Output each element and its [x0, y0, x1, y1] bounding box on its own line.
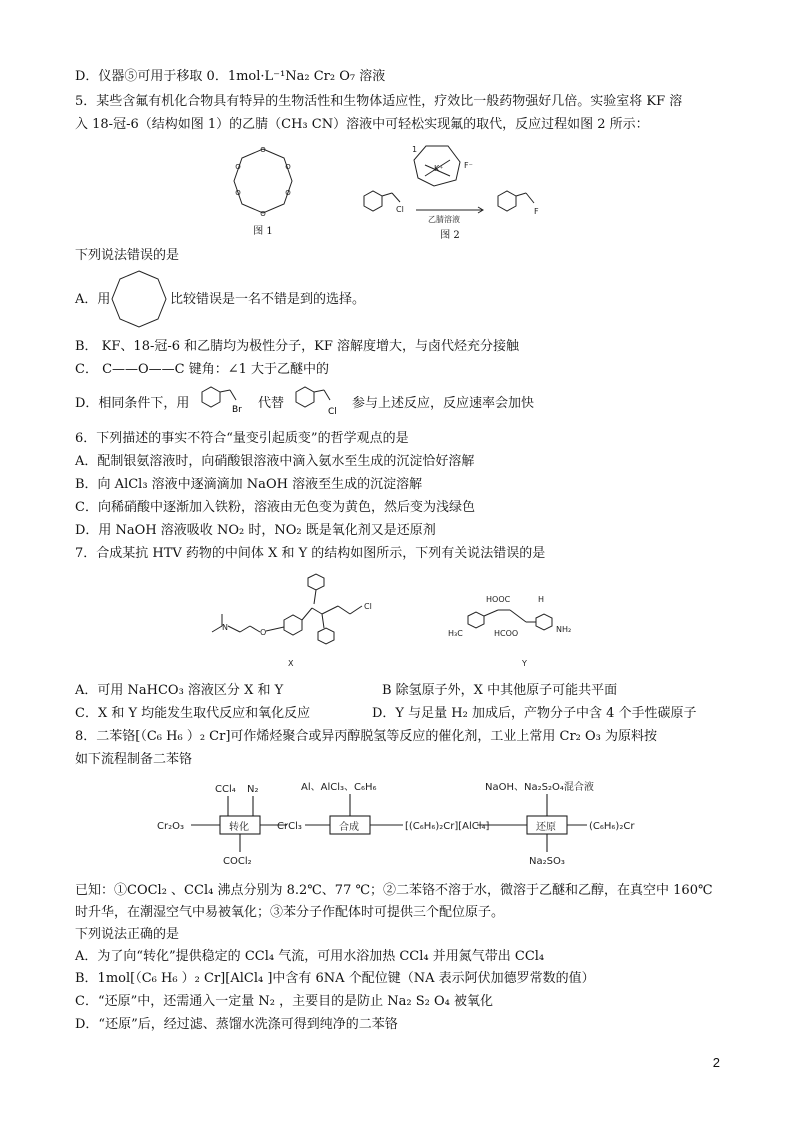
y-nh2: NH₂ [556, 625, 572, 634]
line-q7-option-b: B 除氢原子外，X 中其他原子可能共平面 [382, 683, 618, 698]
line-q8-option-a: A．为了向“转化”提供稳定的 CCl₄ 气流，可用水浴加热 CCl₄ 并用氮气带出 CCl₄ [75, 949, 545, 964]
flow-out-3: Na₂SO₃ [529, 856, 565, 867]
line-q8-stem-1: 8．二苯铬[（C₆ H₆ ）₂ Cr]可作烯烃聚合或异丙醇脱氢等反应的催化剂，工业上常用 Cr₂ O₃ 为原料按 [75, 729, 658, 744]
line-q6-option-d: D．用 NaOH 溶液吸收 NO₂ 时，NO₂ 既是氧化剂又是还原剂 [75, 523, 436, 538]
line-known-1: 已知：①COCl₂ 、CCl₄ 沸点分别为 8.2℃、77 ℃；②二苯铬不溶于水，微溶于乙醚和乙醇，在真空中 160℃ [75, 883, 713, 898]
figure-1-caption: 图 1 [253, 226, 273, 237]
flow-out-1: COCl₂ [223, 856, 252, 867]
line-q4-option-d: D．仪器⑤可用于移取 0．1mol·L⁻¹Na₂ Cr₂ O₇ 溶液 [75, 69, 386, 84]
line-q5-option-a-text: 比较错误是一名不错是到的选择。 [170, 292, 366, 307]
flow-box-2: 合成 [339, 822, 359, 833]
y-h: H [538, 595, 545, 604]
x-caption: X [288, 659, 294, 668]
line-known-2: 时升华，在潮湿空气中易被氧化；③苯分子作配体时可提供三个配位原子。 [75, 905, 505, 920]
line-q7-option-a: A．可用 NaHCO₃ 溶液区分 X 和 Y [75, 683, 284, 698]
line-q5-option-a: A．用 [75, 292, 111, 307]
product-f: F [534, 207, 539, 216]
y-ch3: H₃C [448, 629, 463, 638]
flow-box-3: 还原 [536, 822, 556, 833]
flow-box-1: 转化 [229, 822, 249, 833]
line-q5-option-d-2: 代替 [258, 396, 285, 411]
flow-start: Cr₂O₃ [157, 821, 184, 832]
line-q8-option-c: C．“还原”中，还需通入一定量 N₂ ，主要目的是防止 Na₂ S₂ O₄ 被氧化 [75, 994, 493, 1009]
flow-in-1b: N₂ [247, 784, 259, 795]
crown-o-5: O [235, 189, 241, 197]
line-q7-option-d: D．Y 与足量 H₂ 加成后，产物分子中含 4 个手性碳原子 [372, 706, 697, 721]
flow-mid-2: [(C₆H₆)₂Cr][AlCl₄] [405, 821, 490, 832]
benzyl-bromide-icon [198, 384, 248, 418]
cl-label: Cl [328, 407, 337, 417]
figure-1-crown-ether [228, 145, 298, 220]
line-q8-stem-2: 如下流程制备二苯铬 [75, 752, 193, 767]
line-q8-option-b: B．1mol[（C₆ H₆ ）₂ Cr][AlCl₄ ]中含有 6NA 个配位键（NA 表示阿伏加德罗常数的值） [75, 971, 595, 986]
crown-o-3: O [285, 189, 291, 197]
line-q5-option-d-1: D．相同条件下，用 [75, 396, 190, 411]
line-q5-option-b: B． KF、18-冠-6 和乙腈均为极性分子，KF 溶解度增大，与卤代烃充分接触 [75, 339, 520, 354]
flow-mid-1: CrCl₃ [277, 821, 302, 832]
line-q7-stem: 7．合成某抗 HTV 药物的中间体 X 和 Y 的结构如图所示，下列有关说法错误的是 [75, 546, 546, 561]
y-cooh: HOOC [486, 595, 511, 604]
figure-2-reaction [348, 138, 568, 228]
figure-2-caption: 图 2 [440, 230, 460, 241]
reactant-cl: Cl [396, 205, 404, 214]
angle-1: 1 [412, 145, 418, 154]
flow-in-1a: CCl₄ [215, 784, 236, 795]
line-q6-stem: 6．下列描述的事实不符合“量变引起质变”的哲学观点的是 [75, 431, 409, 446]
crown-o-2: O [285, 163, 291, 171]
arrow-label: 乙腈溶液 [428, 215, 460, 224]
line-q5-stem-2: 入 18-冠-6（结构如图 1）的乙腈（CH₃ CN）溶液中可轻松实现氟的取代，反应过程如图 2 所示： [75, 117, 649, 132]
figure-7-compounds [200, 570, 620, 678]
line-q6-option-c: C．向稀硝酸中逐渐加入铁粉，溶液由无色变为黄色，然后变为浅绿色 [75, 500, 475, 515]
x-cl: Cl [364, 602, 372, 611]
x-o: O [260, 628, 267, 637]
k-ion: K⁺ [434, 164, 444, 173]
flow-in-3: NaOH、Na₂S₂O₄混合液 [485, 782, 594, 793]
line-q7-option-c: C．X 和 Y 均能发生取代反应和氧化反应 [75, 706, 311, 721]
br-label: Br [232, 405, 242, 415]
line-q6-option-a: A．配制银氨溶液时，向硝酸银溶液中滴入氨水至生成的沉淀恰好溶解 [75, 454, 475, 469]
page-number: 2 [712, 1055, 720, 1070]
flow-end: (C₆H₆)₂Cr [589, 821, 635, 832]
line-q5-option-d-3: 参与上述反应，反应速率会加快 [352, 396, 535, 411]
option-a-crown-icon [108, 268, 170, 330]
benzyl-chloride-icon [292, 384, 344, 418]
crown-o-4: O [260, 210, 266, 218]
crown-o-6: O [235, 163, 241, 171]
y-coo: HCOO [494, 629, 519, 638]
flow-diagram [155, 772, 635, 872]
line-q5-option-c: C． C——O——C 键角：∠1 大于乙醚中的 [75, 362, 330, 377]
line-q5-stem-1: 5．某些含氟有机化合物具有特异的生物活性和生物体适应性，疗效比一般药物强好几倍。实验室将 KF 溶 [75, 94, 683, 109]
line-q8-option-d: D．“还原”后，经过滤、蒸馏水洗涤可得到纯净的二苯铬 [75, 1017, 398, 1032]
f-ion: F⁻ [464, 161, 473, 170]
line-q5-question: 下列说法错误的是 [75, 248, 180, 263]
x-n: N [222, 623, 228, 632]
flow-in-2: Al、AlCl₃、C₆H₆ [301, 782, 377, 793]
crown-o-1: O [260, 146, 266, 154]
y-caption: Y [522, 659, 527, 668]
line-q8-question: 下列说法正确的是 [75, 927, 180, 942]
line-q6-option-b: B．向 AlCl₃ 溶液中逐滴滴加 NaOH 溶液至生成的沉淀溶解 [75, 477, 423, 492]
